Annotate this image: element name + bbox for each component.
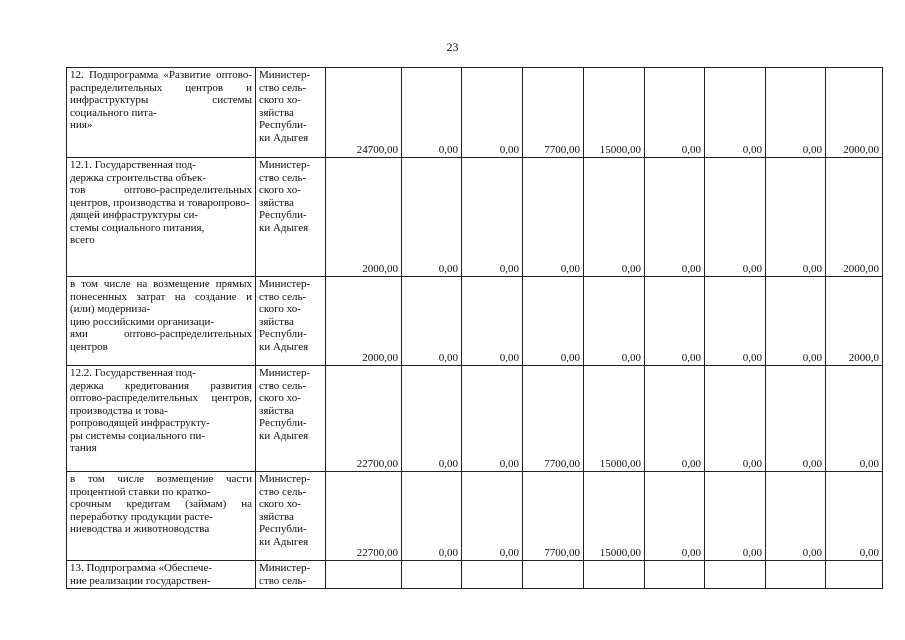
amount-cell: 0,00: [705, 277, 766, 366]
executor-cell: Министер- ство сель- ского хо- зяйства Республи- ки Адыгея: [256, 472, 326, 561]
amount-cell: 0,00: [584, 277, 645, 366]
amount-cell: [826, 561, 883, 589]
program-name-cell: в том числе возмещение части процентной ставки по кратко- срочным кредитам (займам) на переработку продукции расте- ниеводства и животноводства: [67, 472, 256, 561]
amount-cell: 0,00: [645, 158, 705, 277]
amount-cell: 2000,0: [826, 277, 883, 366]
amount-cell: 0,00: [584, 158, 645, 277]
program-name-cell: 12.1. Государственная под- держка строительства объек- тов оптово-распределительных центров, производства и товаропрово- дящей инфраструктуры си- стемы социального питания, всего: [67, 158, 256, 277]
table-row: [67, 561, 883, 589]
amount-cell: 0,00: [523, 158, 584, 277]
amount-cell: 0,00: [826, 366, 883, 472]
budget-table: [66, 67, 883, 589]
amount-cell: 0,00: [402, 366, 462, 472]
amount-cell: 7700,00: [523, 472, 584, 561]
amount-cell: 15000,00: [584, 366, 645, 472]
amount-cell: 0,00: [766, 158, 826, 277]
amount-cell: [766, 561, 826, 589]
amount-cell: [645, 561, 705, 589]
amount-cell: [705, 561, 766, 589]
table-row: [67, 158, 883, 277]
amount-cell: 24700,00: [326, 68, 402, 158]
amount-cell: 2000,00: [326, 277, 402, 366]
amount-cell: [402, 561, 462, 589]
amount-cell: 0,00: [462, 277, 523, 366]
amount-cell: 2000,00: [326, 158, 402, 277]
amount-cell: 0,00: [462, 472, 523, 561]
amount-cell: 0,00: [462, 366, 523, 472]
table-row: [67, 472, 883, 561]
amount-cell: 2000,00: [826, 158, 883, 277]
amount-cell: 0,00: [705, 366, 766, 472]
table-row: [67, 366, 883, 472]
amount-cell: [584, 561, 645, 589]
amount-cell: [326, 561, 402, 589]
amount-cell: 7700,00: [523, 366, 584, 472]
amount-cell: 0,00: [523, 277, 584, 366]
amount-cell: 0,00: [402, 158, 462, 277]
amount-cell: 0,00: [645, 277, 705, 366]
amount-cell: 0,00: [826, 472, 883, 561]
amount-cell: 0,00: [462, 68, 523, 158]
executor-cell: Министер- ство сель- ского хо- зяйства Республи- ки Адыгея: [256, 68, 326, 158]
amount-cell: 0,00: [766, 277, 826, 366]
amount-cell: 0,00: [705, 68, 766, 158]
amount-cell: 7700,00: [523, 68, 584, 158]
amount-cell: 15000,00: [584, 472, 645, 561]
page-number: 23: [446, 40, 459, 54]
amount-cell: 22700,00: [326, 366, 402, 472]
amount-cell: 0,00: [766, 472, 826, 561]
amount-cell: [462, 561, 523, 589]
amount-cell: 2000,00: [826, 68, 883, 158]
program-name-cell: в том числе на возмещение прямых понесенных затрат на создание и (или) модерниза- цию российскими организаци- ями оптово-распределительных центров: [67, 277, 256, 366]
amount-cell: 0,00: [705, 158, 766, 277]
amount-cell: 0,00: [645, 68, 705, 158]
table-row: [67, 277, 883, 366]
program-name-cell: 13. Подпрограмма «Обеспече- ние реализации государствен-: [67, 561, 256, 589]
amount-cell: 0,00: [766, 68, 826, 158]
table-row: [67, 68, 883, 158]
executor-cell: Министер- ство сель-: [256, 561, 326, 589]
executor-cell: Министер- ство сель- ского хо- зяйства Республи- ки Адыгея: [256, 366, 326, 472]
amount-cell: 0,00: [462, 158, 523, 277]
amount-cell: 15000,00: [584, 68, 645, 158]
amount-cell: 0,00: [402, 472, 462, 561]
amount-cell: 0,00: [402, 68, 462, 158]
amount-cell: [523, 561, 584, 589]
amount-cell: 0,00: [705, 472, 766, 561]
amount-cell: 0,00: [645, 472, 705, 561]
amount-cell: 22700,00: [326, 472, 402, 561]
amount-cell: 0,00: [402, 277, 462, 366]
program-name-cell: 12. Подпрограмма «Развитие оптово-распределительных центров и инфраструктуры системы социального пита- ния»: [67, 68, 256, 158]
executor-cell: Министер- ство сель- ского хо- зяйства Республи- ки Адыгея: [256, 158, 326, 277]
program-name-cell: 12.2. Государственная под- держка кредитования развития оптово-распределительных центров, производства и това- ропроводящей инфраструкту- ры системы социального пи- тания: [67, 366, 256, 472]
amount-cell: 0,00: [645, 366, 705, 472]
amount-cell: 0,00: [766, 366, 826, 472]
executor-cell: Министер- ство сель- ского хо- зяйства Республи- ки Адыгея: [256, 277, 326, 366]
